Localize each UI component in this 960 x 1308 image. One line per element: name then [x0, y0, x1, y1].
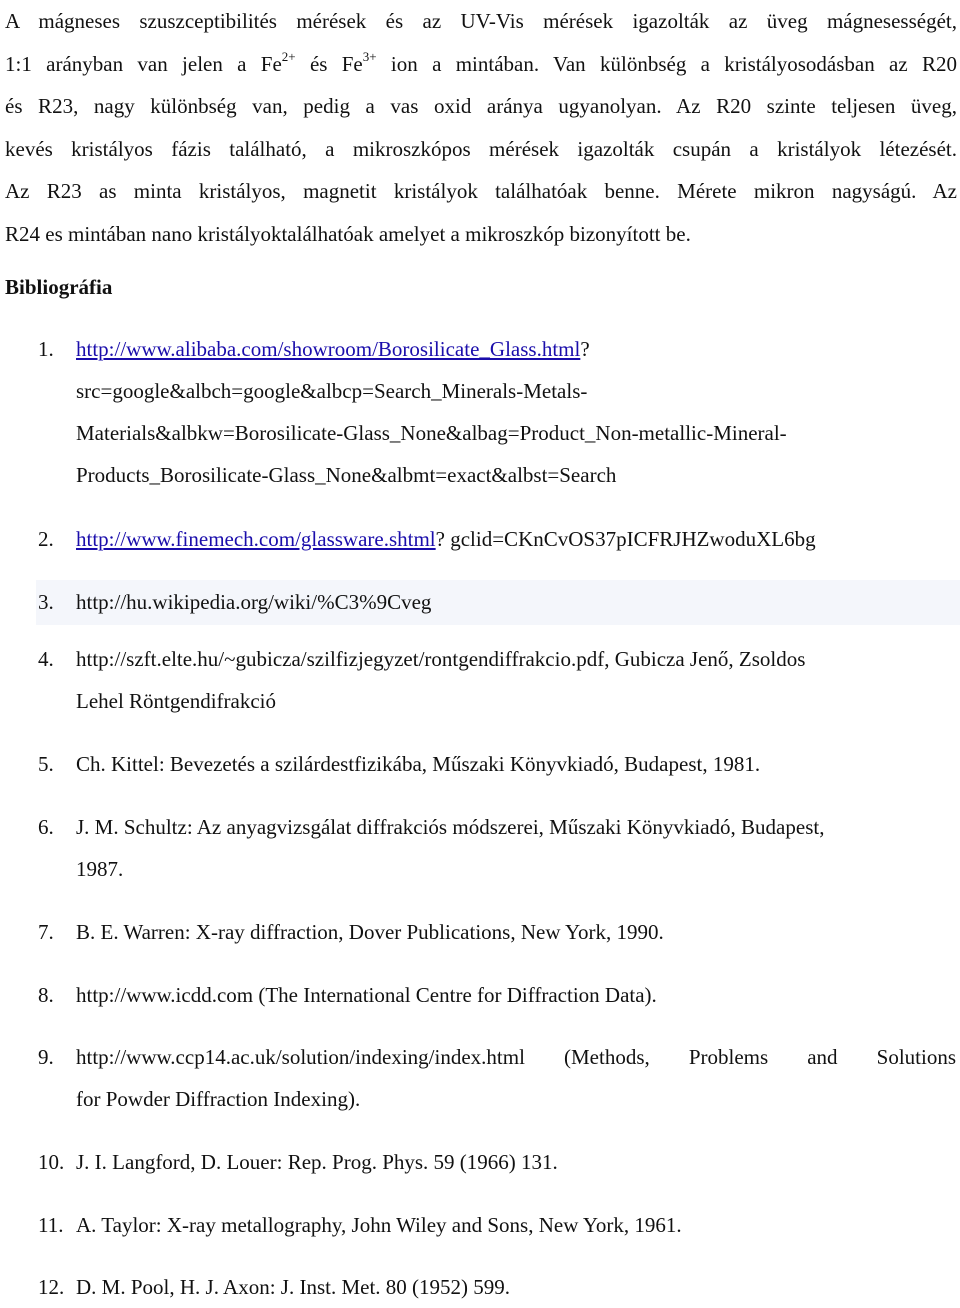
- paragraph-line: [5, 43, 957, 86]
- section-heading: Bibliográfia: [5, 275, 113, 299]
- reference-number: 8.: [38, 983, 54, 1007]
- reference-line: 1987.: [76, 857, 124, 881]
- reference-line: [76, 328, 956, 370]
- reference-number: 3.: [38, 590, 54, 614]
- superscript: 3+: [362, 48, 377, 64]
- reference-number: 10.: [38, 1150, 65, 1174]
- reference-line: Ch. Kittel: Bevezetés a szilárdestfizikába, Műszaki Könyvkiadó, Budapest, 1981.: [76, 752, 761, 776]
- reference-link[interactable]: http://www.alibaba.com/showroom/Borosilicate_Glass.html: [76, 337, 581, 361]
- reference-line: B. E. Warren: X-ray diffraction, Dover Publications, New York, 1990.: [76, 920, 664, 944]
- paragraph-line: A mágneses szuszceptibilités mérések és az UV-Vis mérések igazolták az üveg mágnesességét,: [5, 9, 957, 33]
- reference-number: 9.: [38, 1045, 54, 1069]
- reference-text: [76, 638, 956, 722]
- reference-text: [76, 328, 956, 496]
- reference-line: http://hu.wikipedia.org/wiki/%C3%9Cveg: [76, 590, 432, 614]
- reference-text: [76, 743, 956, 785]
- reference-line: Lehel Röntgendifrakció: [76, 689, 277, 713]
- reference-number: 4.: [38, 647, 54, 671]
- text-run: ion a mintában. Van különbség a kristályosodásban az R20: [376, 51, 957, 76]
- reference-number: 5.: [38, 752, 54, 776]
- reference-text: [76, 518, 956, 560]
- reference-number: 6.: [38, 815, 54, 839]
- reference-text: [76, 1036, 956, 1120]
- reference-text: [76, 581, 956, 623]
- reference-line: http://www.ccp14.ac.uk/solution/indexing/index.html (Methods, Problems and Solutions: [76, 1045, 956, 1069]
- reference-line: D. M. Pool, H. J. Axon: J. Inst. Met. 80 (1952) 599.: [76, 1275, 511, 1299]
- reference-number: 7.: [38, 920, 54, 944]
- reference-number: 1.: [38, 337, 54, 361]
- reference-number: 11.: [38, 1213, 64, 1237]
- reference-line: A. Taylor: X-ray metallography, John Wiley and Sons, New York, 1961.: [76, 1213, 682, 1237]
- paragraph-line: Az R23 as minta kristályos, magnetit kristályok találhatóak benne. Mérete mikron nagyságú. Az: [5, 179, 957, 203]
- reference-text: [76, 1141, 956, 1183]
- text-run: és Fe: [295, 51, 363, 76]
- text-run: ? gclid=CKnCvOS37pICFRJHZwoduXL6bg: [435, 527, 816, 551]
- reference-line: src=google&albch=google&albcp=Search_Minerals-Metals-: [76, 379, 588, 403]
- paragraph-line: kevés kristályos fázis található, a mikroszkópos mérések igazolták csupán a kristályok létezését.: [5, 136, 957, 161]
- text-run: 1:1 arányban van jelen a Fe: [5, 51, 282, 76]
- reference-line: J. M. Schultz: Az anyagvizsgálat diffrakciós módszerei, Műszaki Könyvkiadó, Budapest,: [76, 815, 825, 839]
- superscript: 2+: [281, 48, 296, 64]
- paragraph-line: és R23, nagy különbség van, pedig a vas oxid aránya ugyanolyan. Az R20 szinte teljesen üveg,: [5, 94, 957, 118]
- reference-line: J. I. Langford, D. Louer: Rep. Prog. Phys. 59 (1966) 131.: [76, 1150, 558, 1174]
- reference-line: [76, 518, 956, 560]
- reference-line: for Powder Diffraction Indexing).: [76, 1087, 361, 1111]
- text-run: ?: [580, 337, 590, 361]
- reference-line: http://szft.elte.hu/~gubicza/szilfizjegyzet/rontgendiffrakcio.pdf, Gubicza Jenő, Zsoldos: [76, 647, 806, 671]
- reference-text: [76, 806, 956, 890]
- paragraph-line: R24 es mintában nano kristályoktalálhatóak amelyet a mikroszkóp bizonyított be.: [5, 221, 691, 246]
- reference-number: 2.: [38, 527, 54, 551]
- reference-line: Materials&albkw=Borosilicate-Glass_None&albag=Product_Non-metallic-Mineral-: [76, 421, 787, 445]
- reference-line: http://www.icdd.com (The International Centre for Diffraction Data).: [76, 983, 657, 1007]
- reference-link[interactable]: http://www.finemech.com/glassware.shtml: [76, 527, 436, 551]
- reference-text: [76, 1204, 956, 1246]
- reference-line: Products_Borosilicate-Glass_None&albmt=exact&albst=Search: [76, 463, 617, 487]
- reference-text: [76, 1266, 956, 1308]
- reference-text: [76, 974, 956, 1016]
- reference-text: [76, 911, 956, 953]
- body-paragraph: [5, 0, 957, 255]
- reference-number: 12.: [38, 1275, 65, 1299]
